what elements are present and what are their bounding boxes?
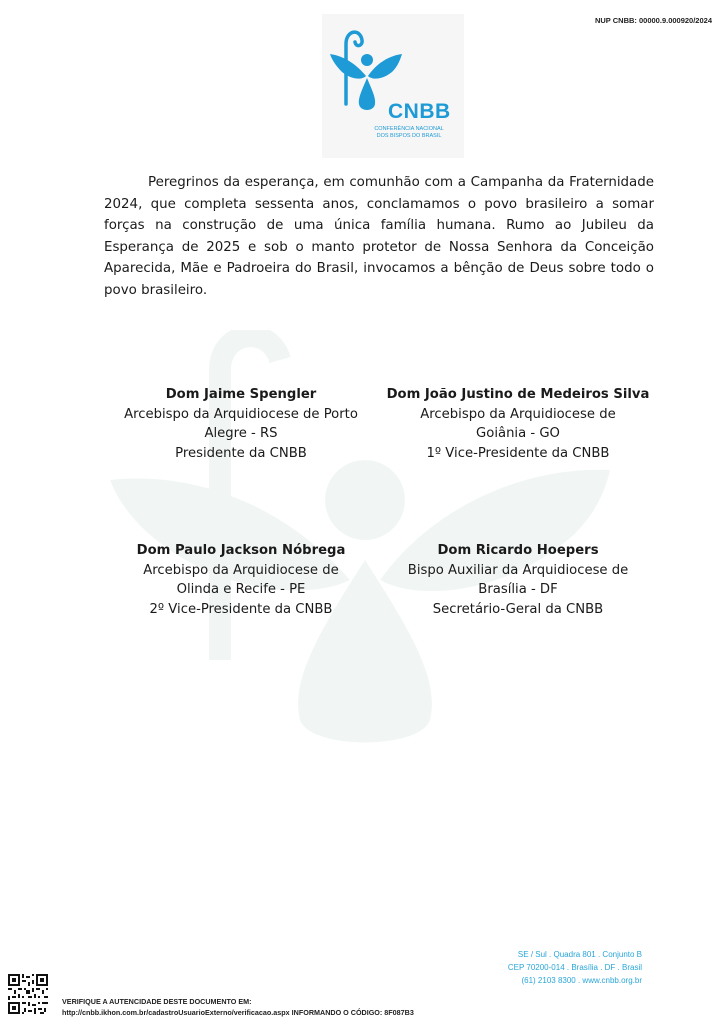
signatory-title: Alegre - RS [204, 426, 278, 441]
signatory-role: 1º Vice-Presidente da CNBB [426, 445, 610, 461]
address-line: SE / Sul . Quadra 801 . Conjunto B [517, 950, 642, 959]
address-line: (61) 2103 8300 . www.cnbb.org.br [521, 976, 642, 985]
logo-subtitle-line1: CONFERÊNCIA NACIONAL [374, 126, 444, 132]
body-paragraph: Peregrinos da esperança, em comunhão com a Campanha da Fraternidade 2024, que completa sessenta anos, conclamamos o povo brasileiro a somar forças na construção de uma única família humana. Rumo ao Jubileu da Esperança de 2025 e sob o manto protetor de Nossa Senhora da Conceição Aparecida, Mãe e Padroeira do Brasil, invocamos a bênção de Deus sobre todo o povo brasileiro. [104, 175, 654, 298]
signatory-title: Bispo Auxiliar da Arquidiocese de [407, 562, 629, 578]
address-line: CEP 70200-014 . Brasília . DF . Brasil [507, 963, 642, 972]
signatory-role: 2º Vice-Presidente da CNBB [149, 601, 333, 617]
signatory-name: Dom João Justino de Medeiros Silva [386, 387, 650, 402]
signatory-title: Brasília - DF [478, 582, 558, 597]
logo-subtitle [364, 126, 454, 140]
verification-label: VERIFIQUE A AUTENCIDADE DESTE DOCUMENTO EM: [62, 997, 252, 1006]
signatory-role: Presidente da CNBB [175, 445, 307, 461]
signatory-title: Arcebispo da Arquidiocese de [143, 562, 339, 578]
cnbb-logo [322, 14, 464, 158]
footer-address [508, 948, 642, 987]
signatory-name: Dom Ricardo Hoepers [437, 543, 599, 558]
signatory-title: Arcebispo da Arquidiocese de [420, 406, 616, 422]
signature-block [373, 385, 663, 463]
signature-block [373, 541, 663, 619]
signatory-title: Arcebispo da Arquidiocese de Porto [124, 406, 358, 422]
verification-notice [62, 996, 414, 1018]
qr-code-icon [6, 972, 50, 1016]
logo-acronym: CNBB [388, 100, 451, 123]
signatory-title: Goiânia - GO [476, 426, 560, 441]
logo-subtitle-line2: DOS BISPOS DO BRASIL [376, 133, 442, 139]
signatory-title: Olinda e Recife - PE [176, 582, 306, 597]
signature-block [96, 541, 386, 619]
signatory-name: Dom Jaime Spengler [165, 387, 317, 402]
nup-code: NUP CNBB: 00000.9.000920/2024 [594, 16, 712, 25]
signatory-role: Secretário-Geral da CNBB [432, 601, 604, 617]
signature-block [96, 385, 386, 463]
signatory-name: Dom Paulo Jackson Nóbrega [136, 543, 346, 558]
verification-url[interactable]: http://cnbb.ikhon.com.br/cadastroUsuarioExterno/verificacao.aspx INFORMANDO O CÓDIGO: 8F087B3 [62, 1008, 414, 1017]
